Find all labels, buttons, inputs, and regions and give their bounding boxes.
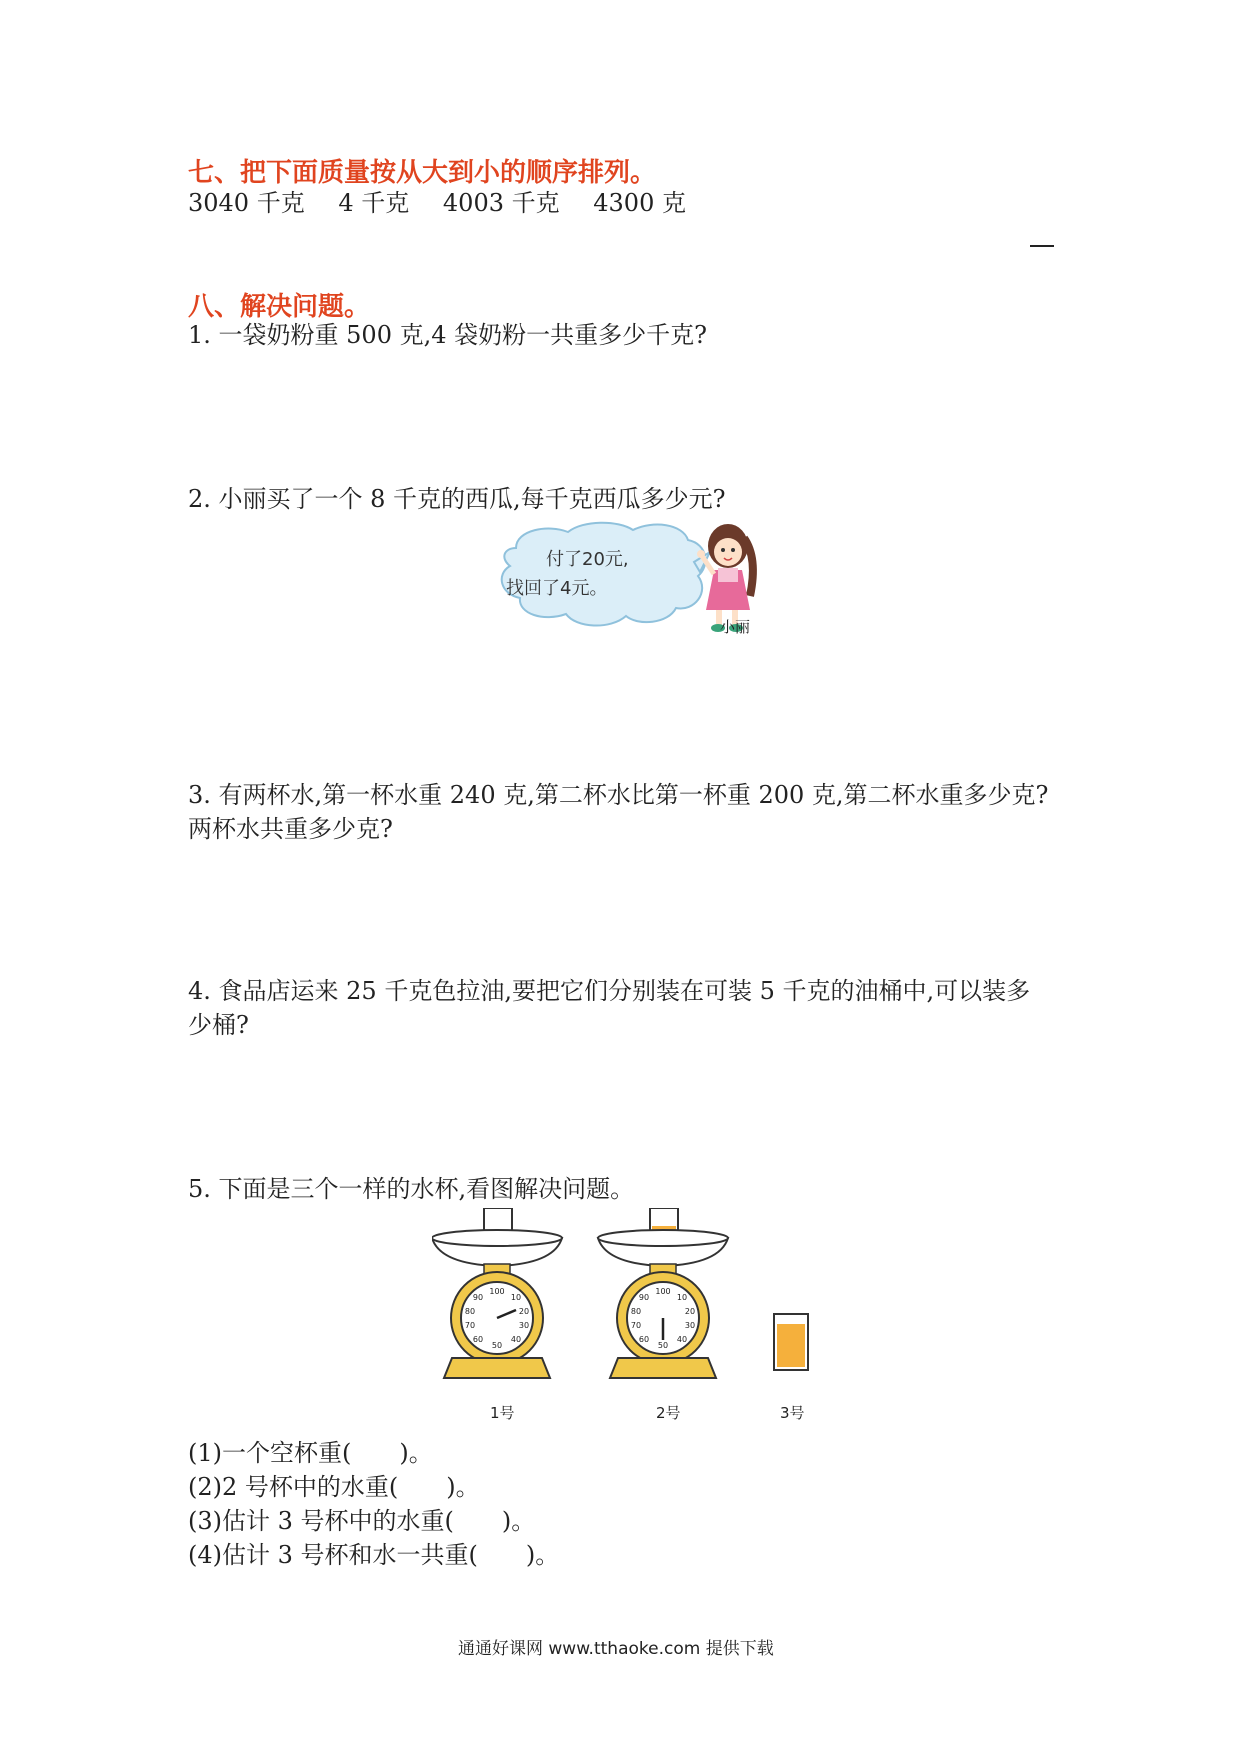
dial-tick: 40 [510, 1335, 522, 1344]
weight-item: 4 千克 [338, 189, 410, 217]
weight-item: 4003 千克 [442, 189, 560, 217]
section-7-title: 七、把下面质量按从大到小的顺序排列。 [188, 158, 657, 188]
weight-item: 4300 克 [593, 189, 686, 217]
dial-tick: 20 [518, 1307, 530, 1316]
weight-item: 3040 千克 [188, 189, 305, 217]
answer-dash [1030, 245, 1054, 247]
dial-tick: 20 [684, 1307, 696, 1316]
dial-tick: 100 [489, 1287, 505, 1296]
question-3-line-2: 两杯水共重多少克? [188, 815, 393, 843]
q5-illustration [432, 1208, 812, 1388]
question-4-line-1: 4. 食品店运来 25 千克色拉油,要把它们分别装在可装 5 千克的油桶中,可以装多 [188, 977, 1031, 1005]
dial-tick: 10 [676, 1293, 688, 1302]
dial-tick: 70 [630, 1321, 642, 1330]
cup-label-2: 2号 [656, 1404, 681, 1422]
dial-tick: 60 [638, 1335, 650, 1344]
dial-tick: 90 [638, 1293, 650, 1302]
dial-tick: 80 [464, 1307, 476, 1316]
dial-tick: 10 [510, 1293, 522, 1302]
bubble-line-1: 付了20元, [546, 549, 629, 570]
footer-text: 通通好课网 www.tthaoke.com 提供下载 [458, 1639, 774, 1659]
dial-tick: 100 [655, 1287, 671, 1296]
bubble-line-2: 找回了4元。 [506, 578, 608, 599]
dial-tick: 90 [472, 1293, 484, 1302]
cup-label-3: 3号 [780, 1404, 805, 1422]
question-5: 5. 下面是三个一样的水杯,看图解决问题。 [188, 1175, 635, 1203]
dial-tick: 50 [657, 1341, 669, 1350]
question-2: 2. 小丽买了一个 8 千克的西瓜,每千克西瓜多少元? [188, 485, 726, 513]
scale-1 [432, 1208, 562, 1378]
dial-tick: 30 [518, 1321, 530, 1330]
girl-label: 小丽 [720, 618, 751, 636]
dial-tick: 60 [472, 1335, 484, 1344]
q5-sub-3: (3)估计 3 号杯中的水重( )。 [188, 1507, 536, 1535]
cup-label-1: 1号 [490, 1404, 515, 1422]
dial-tick: 50 [491, 1341, 503, 1350]
q5-sub-2: (2)2 号杯中的水重( )。 [188, 1473, 480, 1501]
cup-3 [774, 1314, 808, 1370]
dial-tick: 40 [676, 1335, 688, 1344]
dial-tick: 30 [684, 1321, 696, 1330]
dial-tick: 80 [630, 1307, 642, 1316]
dial-tick: 70 [464, 1321, 476, 1330]
q5-sub-4: (4)估计 3 号杯和水一共重( )。 [188, 1541, 560, 1569]
section-8-title: 八、解决问题。 [188, 292, 371, 322]
question-3-line-1: 3. 有两杯水,第一杯水重 240 克,第二杯水比第一杯重 200 克,第二杯水重多少克? [188, 781, 1049, 809]
scale-2 [598, 1208, 728, 1378]
question-1: 1. 一袋奶粉重 500 克,4 袋奶粉一共重多少千克? [188, 321, 707, 349]
weights-list [188, 186, 712, 220]
question-4-line-2: 少桶? [188, 1011, 249, 1039]
q5-sub-1: (1)一个空杯重( )。 [188, 1439, 433, 1467]
